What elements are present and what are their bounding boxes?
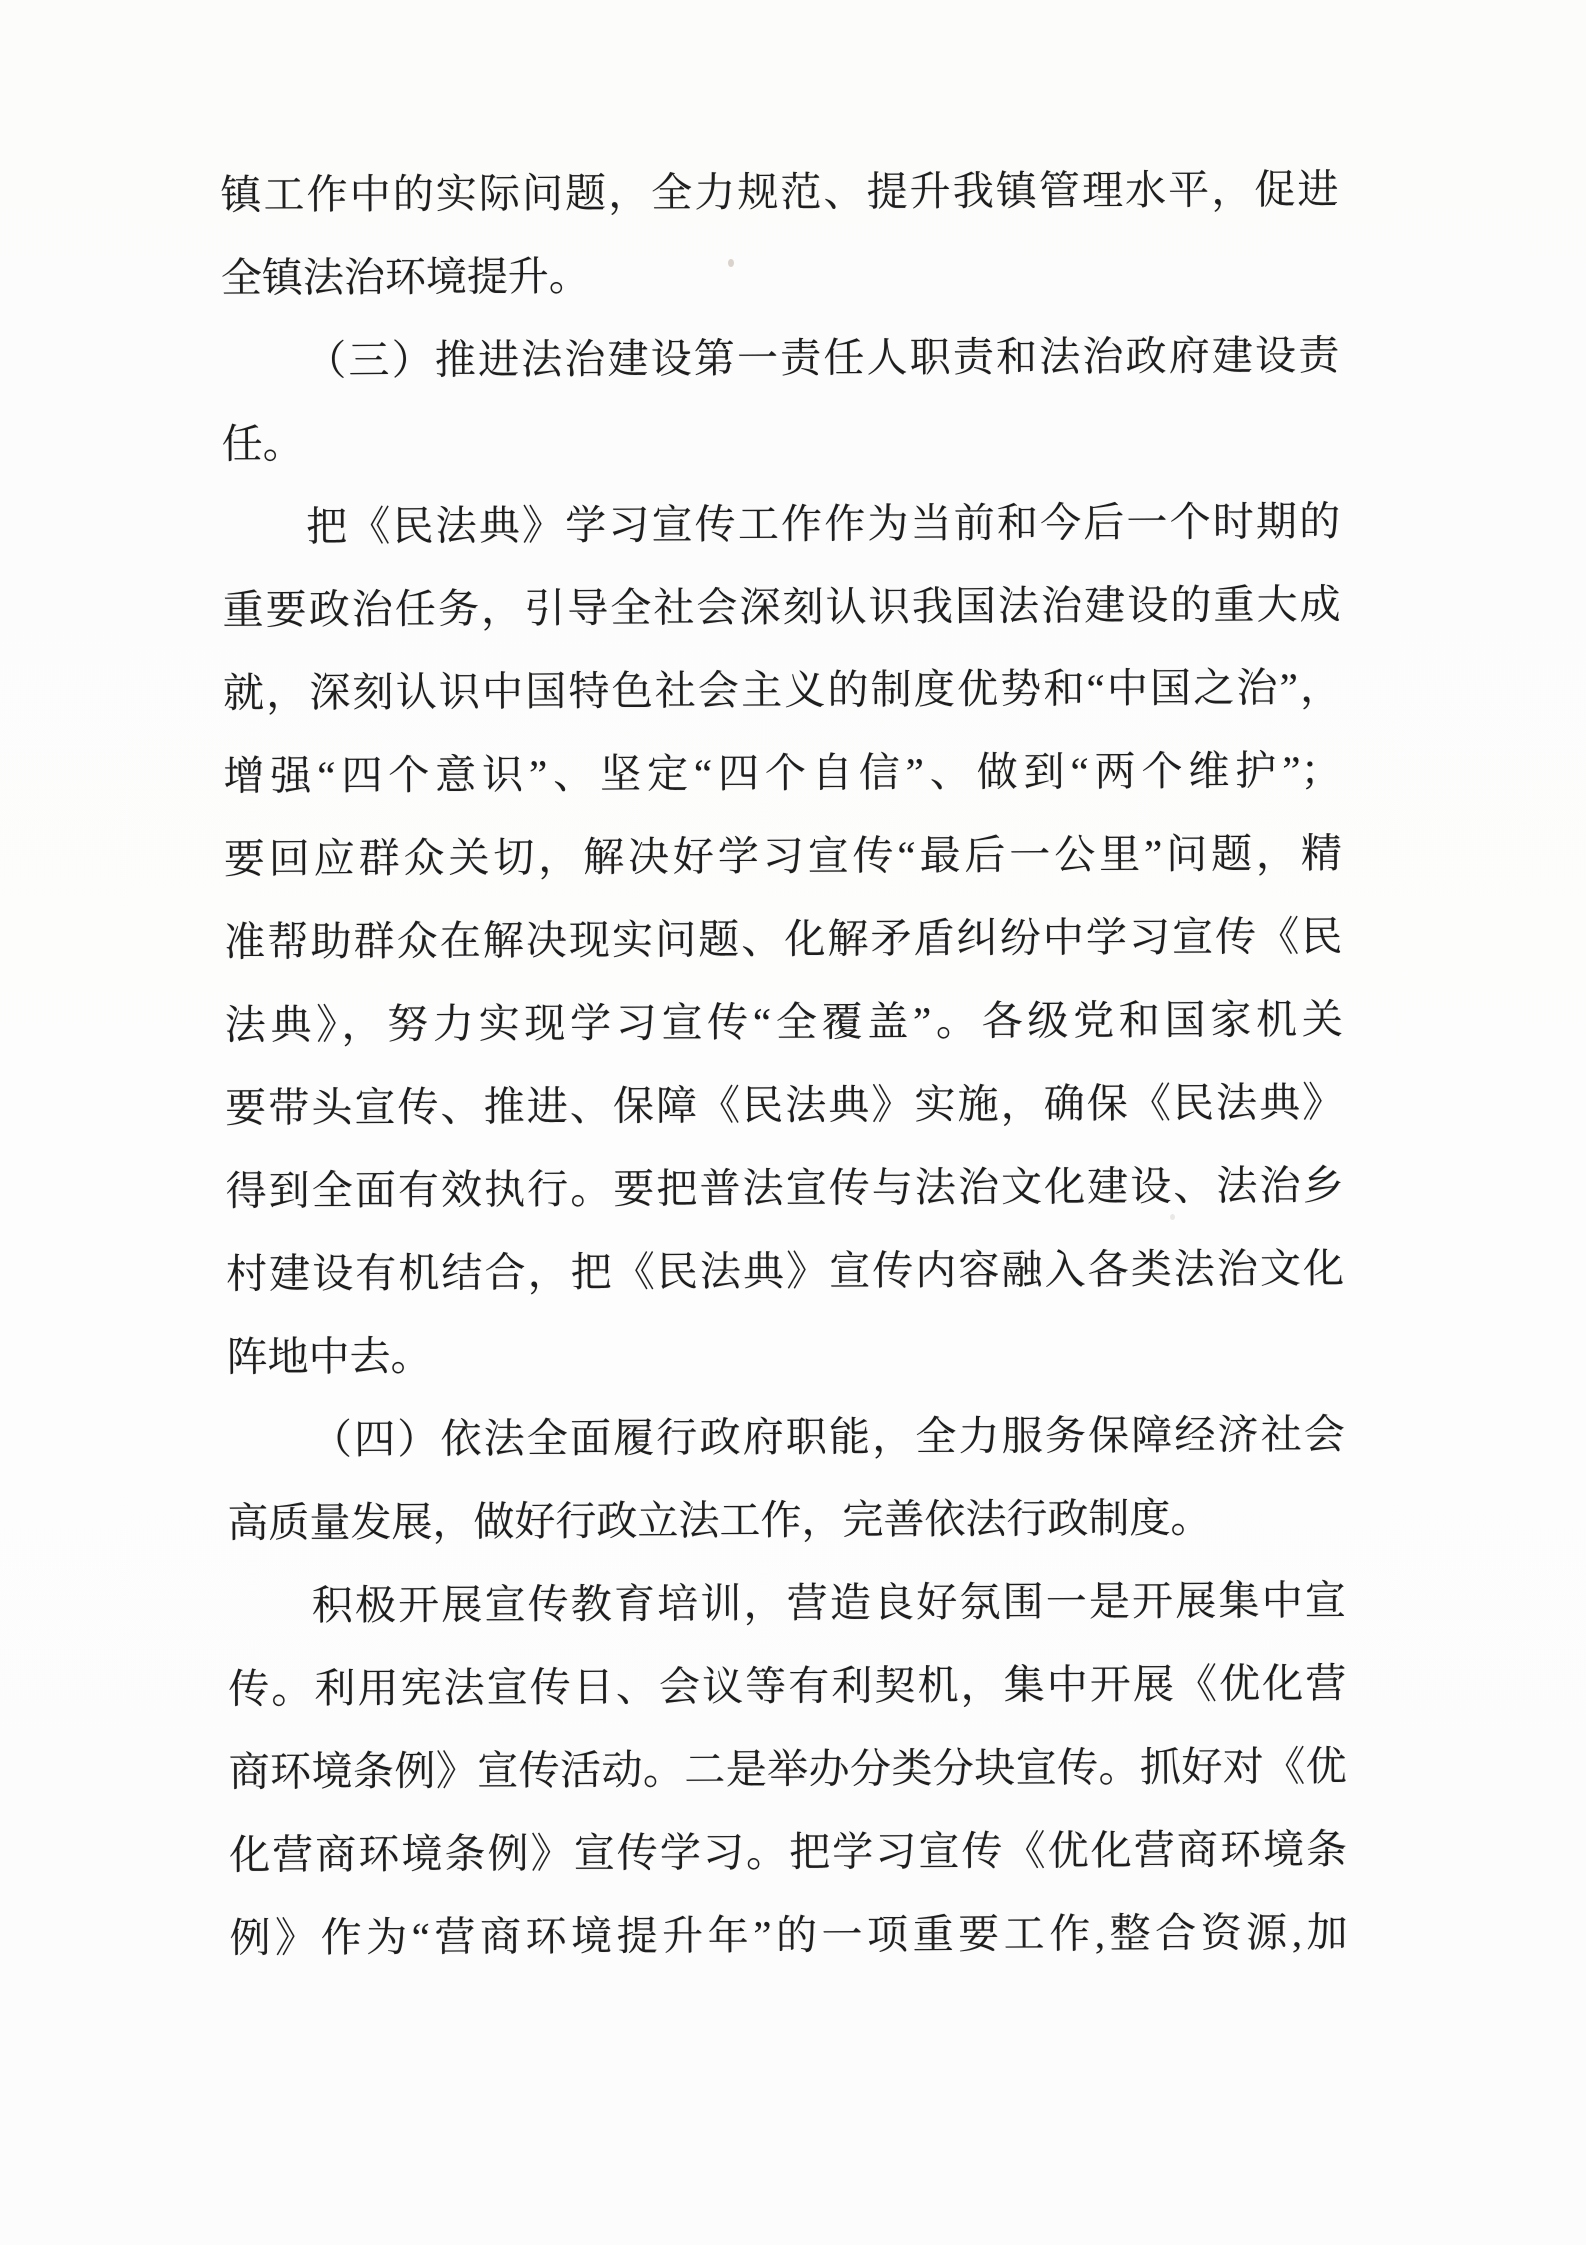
text-line: （三）推进法治建设第一责任人职责和法治政府建设责 xyxy=(305,332,1340,384)
text-line: （四）依法全面履行政府职能，全力服务保障经济社会 xyxy=(310,1411,1346,1463)
text-line: 传。利用宪法宣传日、会议等有利契机，集中开展《优化营 xyxy=(228,1660,1347,1712)
text-line: 增强“四个意识”、坚定“四个自信”、做到“两个维护”； xyxy=(223,747,1342,800)
text-line: 要回应群众关切，解决好学习宣传“最后一公里”问题，精 xyxy=(223,830,1343,883)
text-line: 任。 xyxy=(221,420,304,468)
text-line: 例》作为“营商环境提升年”的一项重要工作,整合资源,加 xyxy=(229,1909,1348,1961)
text-line: 准帮助群众在解决现实问题、化解矛盾纠纷中学习宣传《民 xyxy=(224,913,1343,966)
text-line: 全镇法治环境提升。 xyxy=(220,253,590,302)
text-line: 镇工作中的实际问题，全力规范、提升我镇管理水平，促进 xyxy=(220,166,1339,219)
text-line: 商环境条例》宣传活动。二是举办分类分块宣传。抓好对《优 xyxy=(228,1743,1347,1795)
text-line: 要带头宣传、推进、保障《民法典》实施，确保《民法典》 xyxy=(225,1079,1344,1131)
text-line: 化营商环境条例》宣传学习。把学习宣传《优化营商环境条 xyxy=(229,1826,1348,1878)
text-line: 高质量发展，做好行政立法工作，完善依法行政制度。 xyxy=(227,1494,1212,1546)
text-line: 重要政治任务，引导全社会深刻认识我国法治建设的重大成 xyxy=(222,581,1341,634)
text-line: 法典》，努力实现学习宣传“全覆盖”。各级党和国家机关 xyxy=(224,996,1343,1049)
document-body xyxy=(220,148,1348,1980)
scan-speck xyxy=(728,259,734,267)
text-line: 得到全面有效执行。要把普法宣传与法治文化建设、法治乡 xyxy=(225,1162,1344,1214)
text-line: 村建设有机结合，把《民法典》宣传内容融入各类法治文化 xyxy=(225,1245,1345,1297)
text-line: 阵地中去。 xyxy=(226,1332,432,1380)
scan-speck xyxy=(1170,1214,1175,1220)
text-line: 就，深刻认识中国特色社会主义的制度优势和“中国之治”， xyxy=(222,664,1342,717)
text-line: 把《民法典》学习宣传工作作为当前和今后一个时期的 xyxy=(306,498,1341,550)
text-line: 积极开展宣传教育培训，营造良好氛围一是开展集中宣 xyxy=(311,1577,1346,1629)
